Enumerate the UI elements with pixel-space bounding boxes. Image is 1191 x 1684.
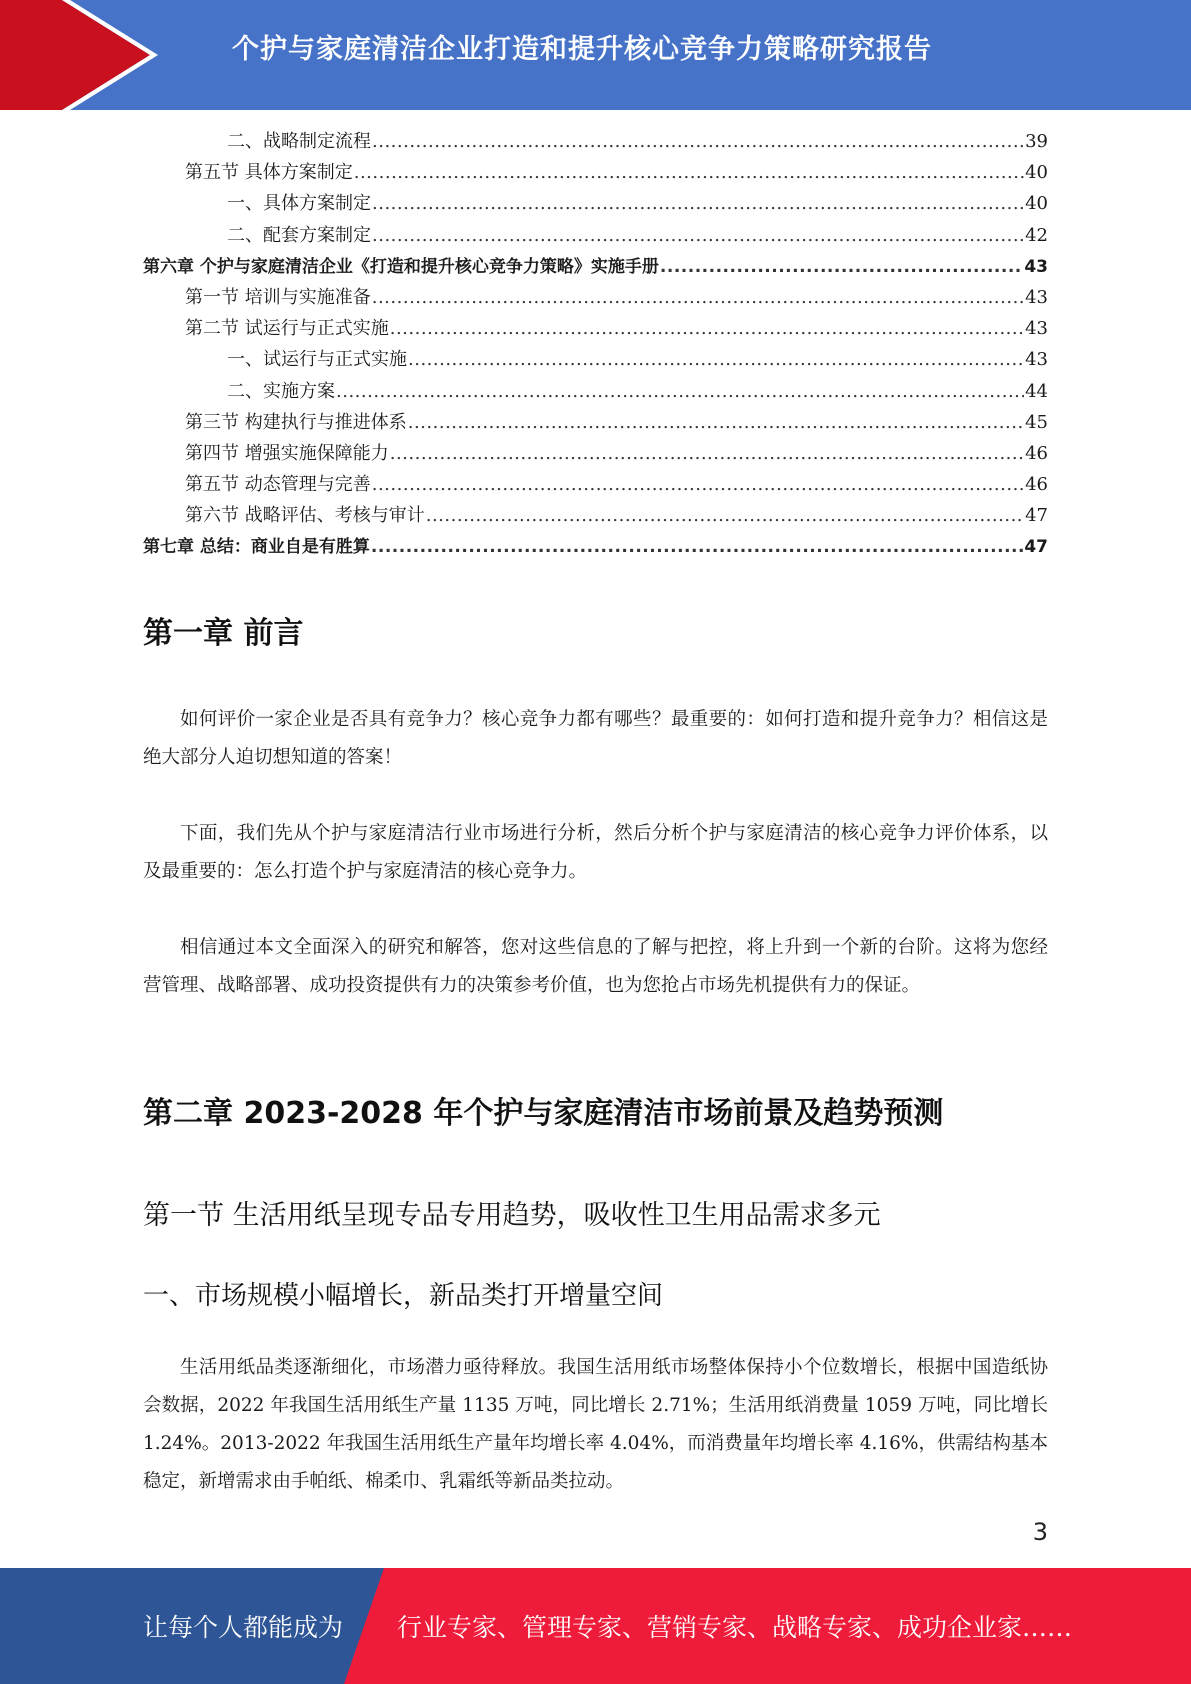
toc-entry-page: 42 <box>1025 224 1048 246</box>
toc-dot-leader <box>390 443 1024 464</box>
page-header <box>0 0 1191 110</box>
toc-entry-title: 二、配套方案制定 <box>227 224 371 246</box>
toc-entry-page: 40 <box>1025 162 1048 184</box>
toc-entry[interactable] <box>143 408 1048 439</box>
toc-dot-leader <box>371 537 1023 557</box>
toc-entry-title: 一、具体方案制定 <box>227 193 371 215</box>
toc-entry[interactable] <box>143 501 1048 532</box>
toc-entry-title: 一、试运行与正式实施 <box>227 349 407 371</box>
toc-entry[interactable] <box>143 532 1048 563</box>
toc-entry-title: 二、实施方案 <box>227 380 335 402</box>
toc-entry-page: 43 <box>1025 318 1048 340</box>
toc-entry[interactable] <box>143 439 1048 470</box>
toc-entry-page: 46 <box>1025 442 1048 464</box>
toc-entry-page: 43 <box>1025 349 1048 371</box>
toc-dot-leader <box>372 287 1024 308</box>
toc-entry[interactable] <box>143 470 1048 501</box>
toc-entry-title: 二、战略制定流程 <box>227 131 371 152</box>
toc-dot-leader <box>372 474 1024 495</box>
toc-entry-page: 46 <box>1025 474 1048 496</box>
chapter-2-heading: 第二章 2023-2028 年个护与家庭清洁市场前景及趋势预测 <box>143 1096 944 1131</box>
toc-dot-leader <box>426 505 1024 526</box>
toc-entry-page: 39 <box>1025 131 1048 152</box>
toc-entry[interactable] <box>143 127 1048 158</box>
toc-entry-title: 第七章 总结：商业自是有胜算 <box>143 537 370 558</box>
table-of-contents <box>143 127 1048 564</box>
toc-entry-title: 第二节 试运行与正式实施 <box>185 318 389 340</box>
subsection-heading: 一、市场规模小幅增长，新品类打开增量空间 <box>143 1281 664 1311</box>
section-heading: 第一节 生活用纸呈现专品专用趋势，吸收性卫生用品需求多元 <box>143 1200 881 1231</box>
chapter-1-paragraph-1: 如何评价一家企业是否具有竞争力？核心竞争力都有哪些？最重要的：如何打造和提升竞争力？相信这是绝大部分人迫切想知道的答案！ <box>143 709 1048 768</box>
toc-entry[interactable] <box>143 377 1048 408</box>
toc-entry-page: 47 <box>1025 505 1048 527</box>
toc-entry-page: 47 <box>1024 537 1048 558</box>
chapter-1-paragraph-3: 相信通过本文全面深入的研究和解答，您对这些信息的了解与把控，将上升到一个新的台阶。这将为您经营管理、战略部署、成功投资提供有力的决策参考价值，也为您抢占市场先机提供有力的保证。 <box>143 937 1048 996</box>
toc-entry[interactable] <box>143 221 1048 252</box>
footer-slogan-left: 让每个人都能成为 <box>143 1613 344 1642</box>
toc-entry-page: 43 <box>1024 256 1048 277</box>
chapter-1-heading: 第一章 前言 <box>143 616 304 651</box>
toc-dot-leader <box>408 412 1024 433</box>
page-number: 3 <box>1032 1518 1048 1546</box>
footer-slogan-right: 行业专家、管理专家、营销专家、战略专家、成功企业家…… <box>397 1613 1073 1642</box>
toc-entry-page: 45 <box>1025 411 1048 433</box>
toc-dot-leader <box>372 131 1024 152</box>
toc-entry-page: 43 <box>1025 286 1048 308</box>
red-arrow-logo <box>0 0 160 110</box>
toc-entry-title: 第三节 构建执行与推进体系 <box>185 411 407 433</box>
toc-dot-leader <box>390 318 1024 339</box>
toc-entry[interactable] <box>143 252 1048 283</box>
chapter-1-paragraph-2: 下面，我们先从个护与家庭清洁行业市场进行分析，然后分析个护与家庭清洁的核心竞争力评价体系，以及最重要的：怎么打造个护与家庭清洁的核心竞争力。 <box>143 823 1048 882</box>
toc-entry-title: 第六节 战略评估、考核与审计 <box>185 505 425 527</box>
toc-dot-leader <box>372 225 1024 246</box>
toc-entry[interactable] <box>143 283 1048 314</box>
toc-dot-leader <box>408 349 1024 370</box>
toc-entry-title: 第一节 培训与实施准备 <box>185 286 371 308</box>
toc-dot-leader <box>336 381 1024 402</box>
toc-entry-title: 第四节 增强实施保障能力 <box>185 442 389 464</box>
toc-dot-leader <box>660 257 1023 277</box>
toc-entry[interactable] <box>143 158 1048 189</box>
page-footer <box>0 1568 1191 1684</box>
toc-entry[interactable] <box>143 314 1048 345</box>
toc-dot-leader <box>372 193 1024 214</box>
toc-entry-page: 44 <box>1025 380 1048 402</box>
toc-entry[interactable] <box>143 189 1048 220</box>
toc-entry[interactable] <box>143 345 1048 376</box>
toc-entry-title: 第五节 动态管理与完善 <box>185 474 371 496</box>
toc-entry-title: 第五节 具体方案制定 <box>185 162 353 184</box>
chapter-2-paragraph: 生活用纸品类逐渐细化，市场潜力亟待释放。我国生活用纸市场整体保持小个位数增长，根据中国造纸协会数据，2022 年我国生活用纸生产量 1135 万吨，同比增长 2.71%；生活用纸消费量 1059 万吨，同比增长 1.24%。2013-2022 年我国生活用纸生产量年均增长率 4.04%，而消费量年均增长率 4.16%，供需结构基本稳定，新增需求由手帕纸、棉柔巾、乳霜纸等新品类拉动。 <box>143 1357 1048 1492</box>
toc-entry-page: 40 <box>1025 193 1048 215</box>
report-title: 个护与家庭清洁企业打造和提升核心竞争力策略研究报告 <box>232 34 932 65</box>
toc-dot-leader <box>354 162 1024 183</box>
toc-entry-title: 第六章 个护与家庭清洁企业《打造和提升核心竞争力策略》实施手册 <box>143 256 659 277</box>
